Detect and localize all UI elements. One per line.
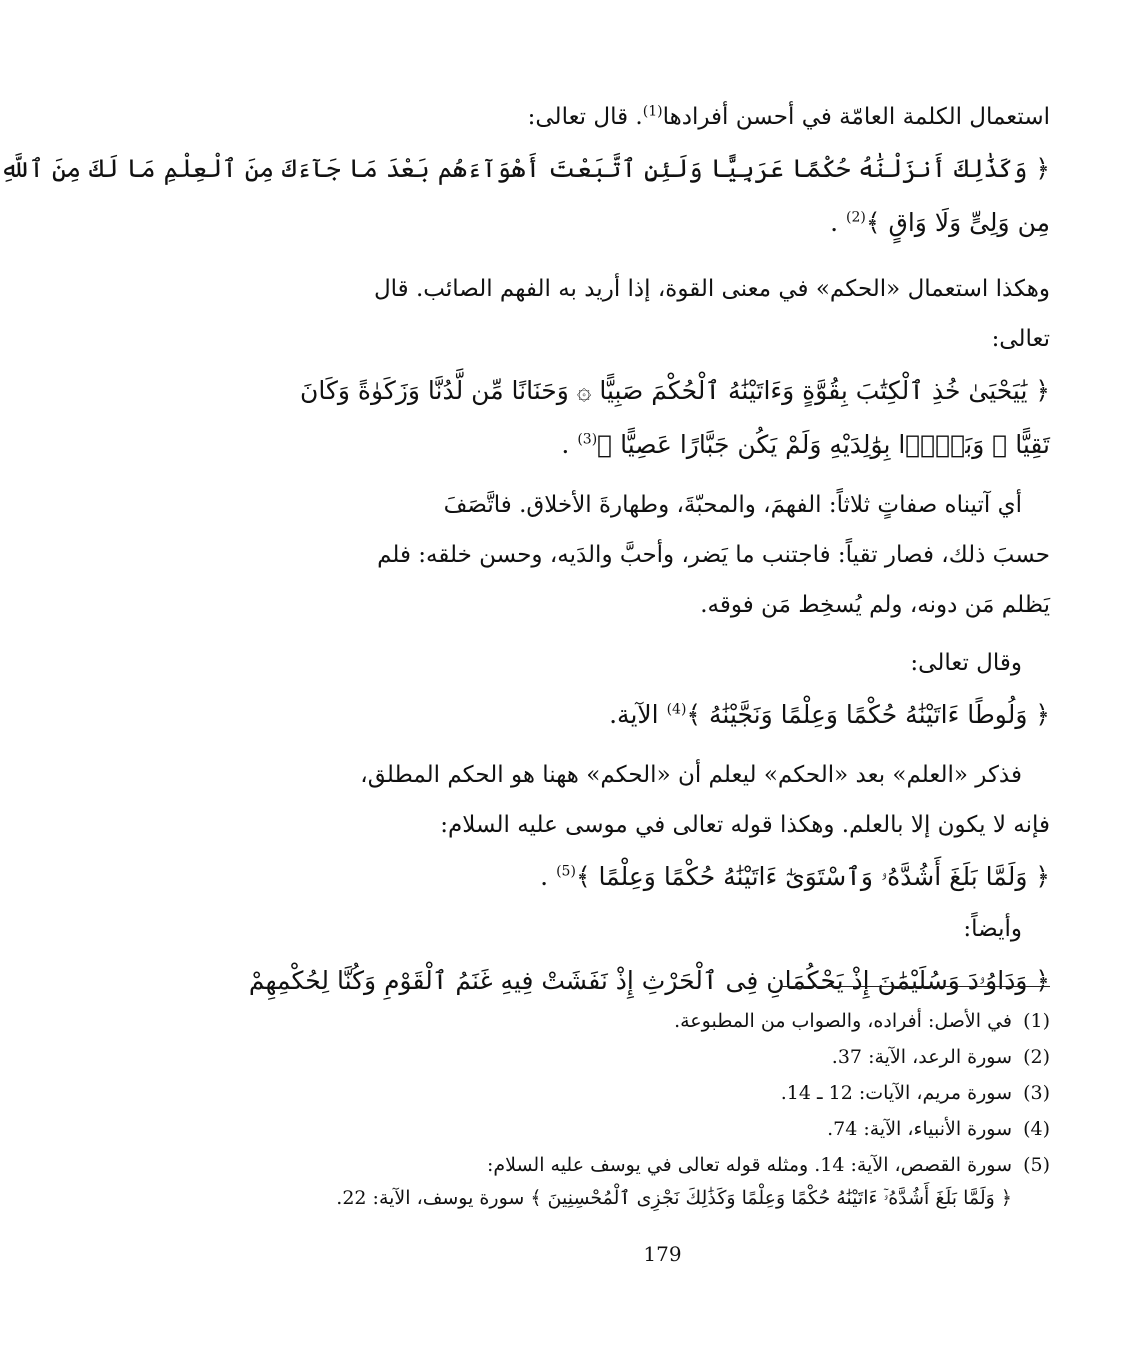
text-line: أي آتيناه صفاتٍ ثلاثاً: الفهمَ، والمحبّةَ، وطهارةَ الأخلاق. فاتَّصَفَ xyxy=(443,492,1022,518)
footnote-number: (3) xyxy=(1023,1082,1050,1104)
text-line: وهكذا استعمال «الحكم» في معنى القوة، إذا أريد به الفهم الصائب. قال xyxy=(373,276,1050,302)
text-span: الآية. xyxy=(609,700,667,729)
footnote-number: (4) xyxy=(1023,1118,1050,1140)
page-number: 179 xyxy=(643,1242,682,1266)
footnote-divider xyxy=(780,986,1050,987)
text-line: فإنه لا يكون إلا بالعلم. وهكذا قوله تعالى في موسى عليه السلام: xyxy=(440,812,1050,838)
verse-text: تَقِيًّا ۞ وَبَرًّۢا بِوَٰلِدَيْهِ وَلَمْ يَكُن جَبَّارًا عَصِيًّا ﴾ xyxy=(597,430,1050,459)
footnote-text: سورة الرعد، الآية: 37. xyxy=(831,1046,1012,1068)
footnote-text: في الأصل: أفراده، والصواب من المطبوعة. xyxy=(674,1010,1012,1032)
text-line: حسبَ ذلك، فصار تقياً: فاجتنب ما يَضر، وأحبَّ والدَيه، وحسن خلقه: فلم xyxy=(377,542,1050,568)
quran-verse-line xyxy=(248,954,1050,1008)
footnote-number: (1) xyxy=(1023,1010,1050,1032)
footnote-item xyxy=(325,1003,1050,1039)
text-span: . xyxy=(830,208,846,237)
text-line xyxy=(325,92,1050,142)
footnote-ref-3[interactable]: (3) xyxy=(577,431,598,448)
verse-text: ﴿ وَلُوطًا ءَاتَيْنَٰهُ حُكْمًا وَعِلْمًا وَنَجَّيْنَٰهُ ﴾ xyxy=(686,700,1050,729)
text-span: . xyxy=(540,862,557,891)
quran-verse-line xyxy=(325,418,1050,472)
quran-verse-line xyxy=(325,196,1050,250)
verse-text: ﴿ وَكَذَٰلِكَ أَنزَلْنَٰهُ حُكْمًا عَرَبِيًّا وَلَئِنِ ٱتَّبَعْتَ أَهْوَآءَهُم بَعْدَ مَا جَآءَكَ مِنَ ٱلْعِلْمِ مَا لَكَ مِنَ ٱللَّهِ xyxy=(0,154,1050,183)
verse-text: ﴿ وَلَمَّا بَلَغَ أَشُدَّهُۥ وَٱسْتَوَىٰٓ ءَاتَيْنَٰهُ حُكْمًا وَعِلْمًا ﴾ xyxy=(575,862,1050,891)
quran-verse-line xyxy=(300,364,1050,418)
footnote-ref-4[interactable]: (4) xyxy=(666,701,687,718)
footnote-text: سورة الأنبياء، الآية: 74. xyxy=(827,1118,1012,1140)
verse-text: مِن وَلِىٍّ وَلَا وَاقٍ ﴾ xyxy=(865,208,1050,237)
text-span: . قال تعالى: xyxy=(527,104,643,130)
quran-verse-line xyxy=(325,850,1050,904)
text-line: وأيضاً: xyxy=(963,916,1022,942)
footnote-number: (5) xyxy=(1023,1154,1050,1176)
footnote-text: سورة مريم، الآيات: 12 ـ 14. xyxy=(780,1082,1012,1104)
verse-text: ﴿ وَدَاوُۥدَ وَسُلَيْمَٰنَ إِذْ يَحْكُمَانِ فِى ٱلْحَرْثِ إِذْ نَفَشَتْ فِيهِ غَنَمُ ٱلْقَوْمِ وَكُنَّا لِحُكْمِهِمْ xyxy=(248,966,1050,995)
footnote-ref-5[interactable]: (5) xyxy=(556,863,576,880)
text-line: تعالى: xyxy=(991,326,1050,352)
text-line: يَظلم مَن دونه، ولم يُسخِط مَن فوقه. xyxy=(700,592,1050,618)
text-line: وقال تعالى: xyxy=(910,650,1022,676)
footnote-number: (2) xyxy=(1023,1046,1050,1068)
footnote-ref-1[interactable]: (1) xyxy=(642,103,663,120)
footnote-text: سورة القصص، الآية: 14. ومثله قوله تعالى في يوسف عليه السلام: xyxy=(486,1154,1012,1176)
footnote-item xyxy=(325,1075,1050,1111)
text-line: فذكر «العلم» بعد «الحكم» ليعلم أن «الحكم» ههنا هو الحكم المطلق، xyxy=(360,762,1022,788)
text-span: . xyxy=(561,430,578,459)
quran-verse-line xyxy=(325,688,1050,742)
footnote-continuation: ﴿ وَلَمَّا بَلَغَ أَشُدَّهُۥٓ ءَاتَيْنَٰهُ حُكْمًا وَعِلْمًا وَكَذَٰلِكَ نَجْزِى ٱلْمُحْسِنِينَ ﴾ سورة يوسف، الآية: 22. xyxy=(336,1187,1012,1209)
verse-text: ﴿ يَٰيَحْيَىٰ خُذِ ٱلْكِتَٰبَ بِقُوَّةٍ وَءَاتَيْنَٰهُ ٱلْحُكْمَ صَبِيًّا ۞ وَحَنَانًا مِّن لَّدُنَّا وَزَكَوٰةً وَكَانَ xyxy=(300,376,1050,405)
quran-verse-line xyxy=(0,142,1050,196)
footnote-item xyxy=(325,1147,1050,1183)
main-text xyxy=(0,92,1050,1008)
footnote-item xyxy=(325,1039,1050,1075)
footnotes xyxy=(325,1003,1050,1213)
footnote-item xyxy=(325,1111,1050,1147)
footnote-ref-2[interactable]: (2) xyxy=(846,209,866,226)
text-span: استعمال الكلمة العامّة في أحسن أفرادها xyxy=(662,104,1050,130)
